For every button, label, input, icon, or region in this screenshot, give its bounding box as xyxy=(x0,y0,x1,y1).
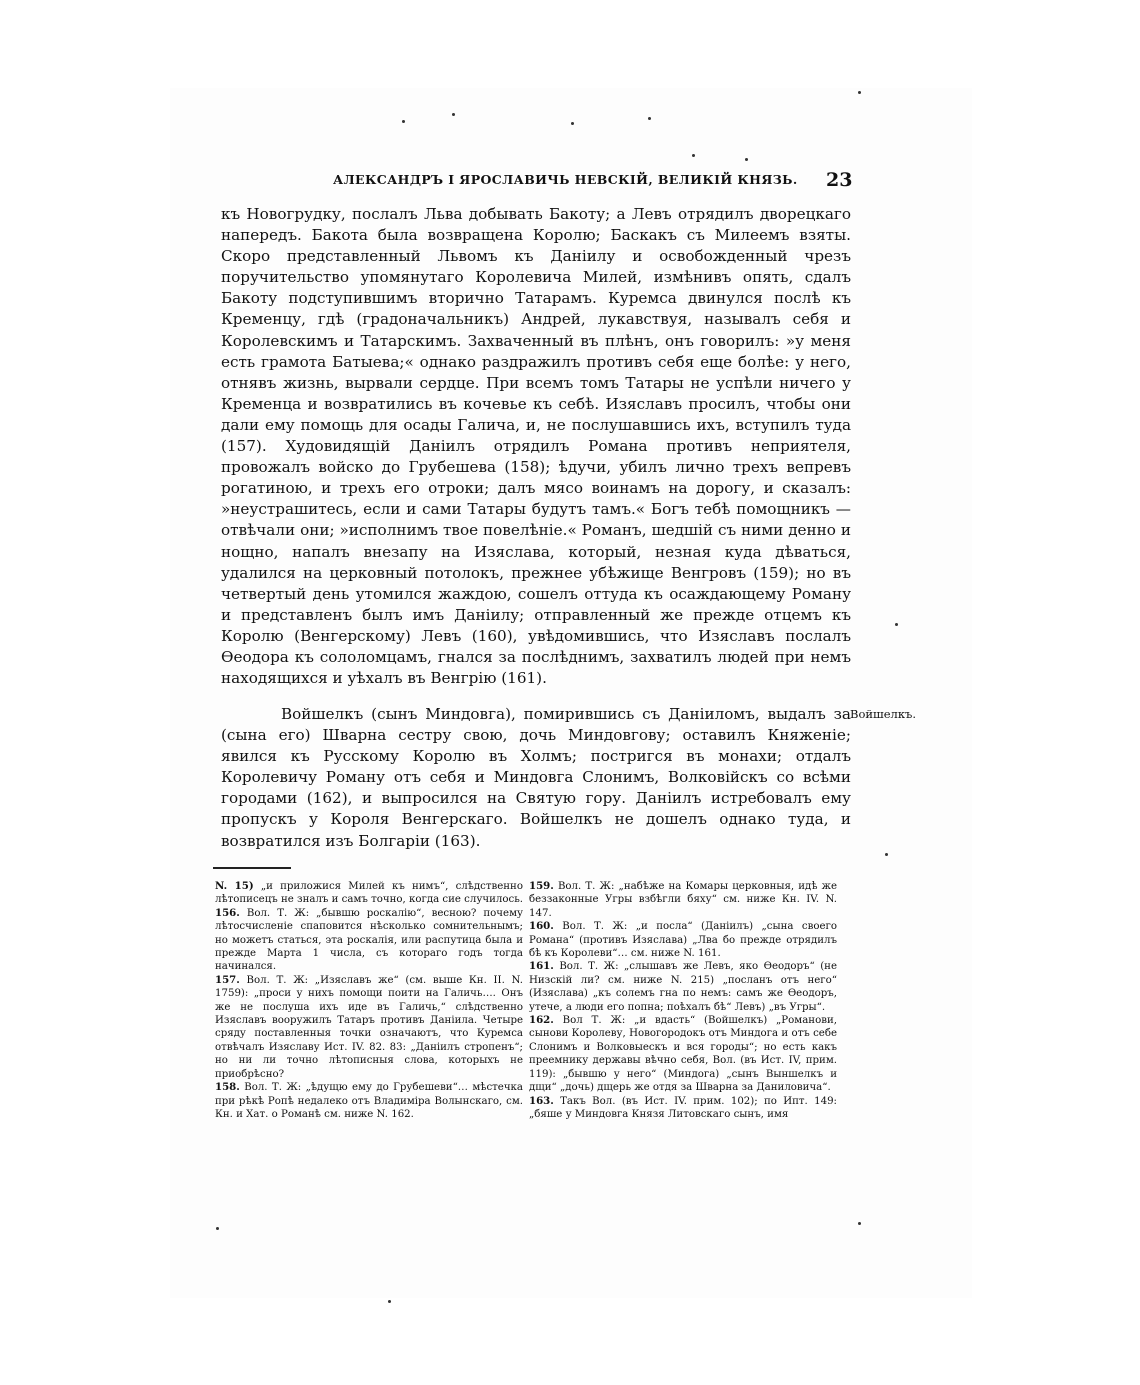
scan-speck xyxy=(745,158,748,161)
scan-speck xyxy=(571,122,574,125)
footnote-text: Вол. Т. Ж: „слышавъ же Левъ, яко Ѳеодоръ“ (не Низскій ли? см. ниже N. 215) „посланъ отъ него“ (Изяслава) „къ солемъ гна по немъ: самъ же Ѳеодоръ, утече, а люди его попна; поѣхалъ бѣ“ Левъ) „въ Угры“. xyxy=(529,961,837,1013)
footnote xyxy=(529,880,837,920)
footnote-text: Такъ Вол. (въ Ист. IV. прим. 102); по Ипт. 149: „бяше у Миндовга Князя Литовскаго сынъ, имя xyxy=(529,1095,837,1120)
footnote xyxy=(215,974,523,1081)
footnote xyxy=(529,1014,837,1094)
footnote-text: Вол. Т. Ж: „набѣже на Комары церковныя, идѣ же беззаконные Угры взбѣгли бяху“ см. ниже Кн. IV. N. 147. xyxy=(529,881,837,919)
footnote-label: 161. xyxy=(529,960,554,973)
scan-speck xyxy=(388,1300,391,1303)
scan-speck xyxy=(216,1227,219,1230)
footnote-label: 162. xyxy=(529,1014,554,1027)
scan-speck xyxy=(885,853,888,856)
scan-speck xyxy=(648,117,651,120)
scan-speck xyxy=(402,120,405,123)
footnote-label: 159. xyxy=(529,880,554,892)
scan-speck xyxy=(692,154,695,157)
body-paragraph: Войшелкъ (сынъ Миндовга), помирившись съ Даніиломъ, выдалъ за (сына его) Шварна сестру свою, дочь Миндовгову; оставилъ Княженіе; явился къ Русскому Королю въ Холмъ; постригся въ монахи; отдалъ Королевичу Роману отъ себя и Миндовга Слонимъ, Волковійскъ со всѣми городами (162), и выпросился на Святую гору. Даніилъ истребовалъ ему пропускъ у Короля Венгерскаго. Войшелкъ не дошелъ однако туда, и возвратился изъ Болгаріи (163). xyxy=(221,705,851,850)
footnote xyxy=(215,907,523,974)
page-number: 23 xyxy=(826,169,853,191)
footnote-text: Вол Т. Ж: „и вдасть“ (Войшелкъ) „Романови, сынови Королеву, Новогородокъ отъ Миндога и отъ себе Слонимъ и Волковыескъ и вся городы“; но есть какъ преемнику державы вѣчно себя, Вол. (въ Ист. IV, прим. 119): „бывшю у него“ (Миндога) „сынъ Выншелкъ и дщи“ „дочь) дщерь же отдя за Шварна за Даниловича“. xyxy=(529,1015,837,1094)
footnote xyxy=(529,920,837,960)
scan-speck xyxy=(858,91,861,94)
footnote xyxy=(215,1081,523,1121)
footnote-text: Вол. Т. Ж: „и посла“ (Даніилъ) „сына своего Романа“ (противъ Изяслава) „Лва бо прежде отрядилъ бѣ къ Королеви“… см. ниже N. 161. xyxy=(529,921,837,960)
footnotes-right-column xyxy=(529,880,837,1121)
footnote-text: Вол. Т. Ж: „ѣдущю ему до Грубешеви“… мѣстечка при рѣкѣ Ропѣ недалеко отъ Владиміра Волынскаго, см. Кн. и Хат. о Романѣ см. ниже N. 162. xyxy=(215,1082,523,1120)
running-head: АЛЕКСАНДРЪ I ЯРОСЛАВИЧЬ НЕВСКІЙ, ВЕЛИКІЙ КНЯЗЬ. xyxy=(333,172,798,187)
footnote xyxy=(529,960,837,1014)
margin-note: Войшелкъ. xyxy=(850,707,917,721)
footnote-label: 157. xyxy=(215,973,240,986)
footnote-label: N. 15) xyxy=(215,880,254,892)
scan-speck xyxy=(858,1222,861,1225)
scan-speck xyxy=(895,623,898,626)
footnote-label: 163. xyxy=(529,1094,554,1107)
footnote-label: 158. xyxy=(215,1081,240,1094)
footnote-label: 156. xyxy=(215,906,240,919)
footnote-label: 160. xyxy=(529,920,554,933)
footnote-rule xyxy=(213,867,291,869)
body-paragraph: къ Новогрудку, послалъ Льва добывать Бакоту; а Левъ отрядилъ дворецкаго напередъ. Бакота была возвращена Королю; Баскакъ съ Милеемъ взяты. Скоро представленный Львомъ къ Даніилу и освобожденный чрезъ поручительство упомянутаго Королевича Милей, измѣнивъ опять, сдалъ Бакоту подступившимъ вторично Татарамъ. Куремса двинулся послѣ къ Кременцу, гдѣ (градоначальникъ) Андрей, лукавствуя, называлъ себя и Королевскимъ и Татарскимъ. Захваченный въ плѣнъ, онъ говорилъ: »у меня есть грамота Батыева;« однако раздражилъ противъ себя еще болѣе: у него, отнявъ жизнь, вырвали сердце. При всемъ томъ Татары не успѣли ничего у Кременца и возвратились въ кочевье къ себѣ. Изяславъ просилъ, чтобы они дали ему помощь для осады Галича, и, не послушавшись ихъ, вступилъ туда (157). Худовидящій Даніилъ отрядилъ Романа противъ неприятеля, провожалъ войско до Грубешева (158); ѣдучи, убилъ лично трехъ вепревъ рогатиною, и трехъ его отроки; далъ мясо воинамъ на дорогу, и сказалъ: »неустрашитесь, если и сами Татары будутъ тамъ.« Богъ тебѣ помощникъ — отвѣчали они; »исполнимъ твое повелѣніе.« Романъ, шедшій съ ними денно и нощно, напалъ внезапу на Изяслава, который, незная куда дѣваться, удалился на церковный потолокъ, прежнее убѣжище Венгровъ (159); но въ четвертый день утомился жаждою, сошелъ оттуда къ осаждающему Роману и представленъ былъ имъ Даніилу; отправленный же прежде отцемъ къ Королю (Венгерскому) Левъ (160), увѣдомившись, что Изяславъ послалъ Ѳеодора къ сололомцамъ, гнался за послѣднимъ, захватилъ людей при немъ находящихся и уѣхалъ въ Венгрію (161). xyxy=(221,205,851,688)
footnote-text: Вол. Т. Ж: „бывшю роскалію“, весною? почему лѣтосчисленіе спаповится нѣсколько сомнительнымъ; но можетъ статься, эта роскалія, или распутица была и прежде Марта 1 числа, съ котораго годъ тогда начинался. xyxy=(215,907,523,973)
footnotes-left-column xyxy=(215,880,523,1121)
footnote xyxy=(215,880,523,907)
footnote xyxy=(529,1095,837,1122)
footnote-text: „и приложися Милей къ нимъ“, слѣдственно лѣтописецъ не зналъ и самъ точно, когда сие случилось. xyxy=(215,881,523,906)
footnote-text: Вол. Т. Ж: „Изяславъ же“ (см. выше Кн. II. N. 1759): „проси у нихъ помощи поити на Галичь…. Онъ же не послуша ихъ иде въ Галичь,“ слѣдственно Изяславъ вооружилъ Татаръ противъ Даніила. Четыре сряду поставленныя точки означаютъ, что Куремса отвѣчалъ Изяславу Ист. IV. 82. 83: „Даніилъ стропенъ“; но ни ли точно лѣтописныя слова, которыхъ не приобрѣсно? xyxy=(215,974,523,1080)
scan-speck xyxy=(452,113,455,116)
